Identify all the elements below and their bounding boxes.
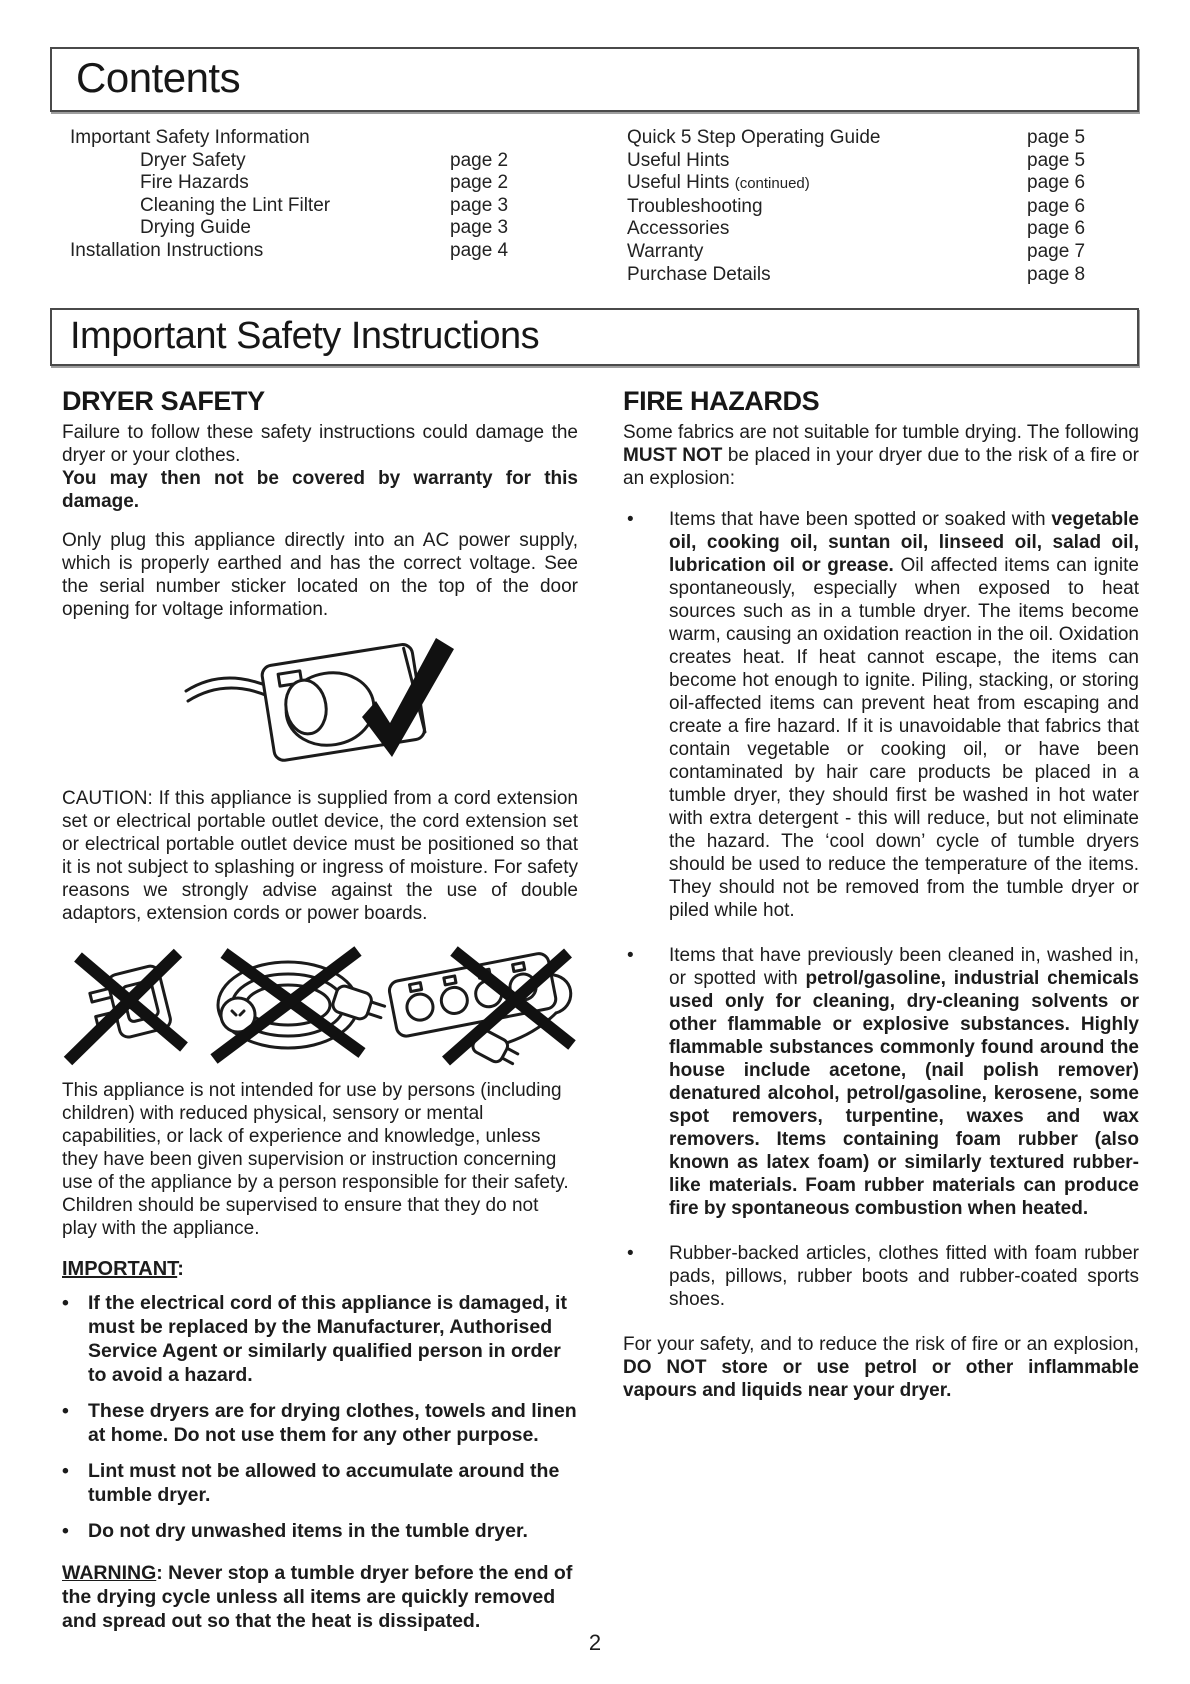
- toc-entry: [70, 240, 562, 263]
- toc-entry-page: page 3: [450, 217, 509, 239]
- toc-entry-suffix: (continued): [734, 175, 810, 193]
- bullet-icon: •: [627, 509, 634, 531]
- contents-title: Contents: [76, 54, 241, 101]
- toc-entry-page: page 5: [1027, 127, 1086, 148]
- bullet-text: Items that have previously been cleaned in, washed in, or spotted with petrol/gasoline, industrial chemicals used only for cleaning, dry-cleaning solvents or other flammable or explosive substances. Highly flammable substances commonly found around the house include acetone, (nail polish remover) denatured alcohol, petrol/gasoline, kerosene, some spot removers, turpentine, waxes and wax removers. Items containing foam rubber (also known as latex foam) or similarly textured rubber-like materials. Foam rubber materials can produce fire by spontaneous combustion when heated.: [669, 945, 1139, 1220]
- list-item: [62, 1459, 578, 1507]
- toc-entry: [627, 127, 1139, 150]
- toc-entry: [627, 172, 1139, 196]
- toc-entry-label: Installation Instructions: [70, 239, 264, 261]
- list-item: [623, 508, 1139, 922]
- toc-entry-page: page 2: [450, 149, 509, 171]
- caution-paragraph: CAUTION: If this appliance is supplied from a cord extension set or electrical portable outlet device, the cord extension set or electrical portable outlet device must be positioned so that it is not subject to splashing or ingress of moisture. For safety reasons we strongly advise against the use of double adaptors, extension cords or power boards.: [62, 788, 578, 925]
- dryer-safety-column: [62, 386, 578, 1633]
- bullet-icon: •: [62, 1292, 69, 1315]
- toc-entry: [70, 217, 562, 240]
- bullet-icon: •: [62, 1520, 69, 1543]
- fire-hazards-column: [623, 386, 1139, 1633]
- toc-entry-label: Accessories: [627, 218, 730, 240]
- crossed-out-adaptors-illustration: [62, 941, 578, 1069]
- toc-entry: [627, 196, 1139, 219]
- power-supply-paragraph: Only plug this appliance directly into an AC power supply, which is properly earthed and has the correct voltage. See the serial number sticker located on the top of the door opening for voltage information.: [62, 530, 578, 621]
- toc-entry-label: Drying Guide: [140, 217, 251, 239]
- bullet-text: If the electrical cord of this appliance is damaged, it must be replaced by the Manufacturer, Authorised Service Agent or similarly qualified person in order to avoid a hazard.: [88, 1292, 567, 1387]
- toc-entry-page: page 3: [450, 194, 509, 216]
- toc-entry-page: page 7: [1027, 240, 1086, 262]
- warning-paragraph: WARNING: Never stop a tumble dryer before the end of the drying cycle unless all items are quickly removed and spread out so that the heat is dissipated.: [62, 1562, 573, 1633]
- toc-entry: [70, 127, 562, 150]
- approved-power-socket-figure: [62, 629, 578, 777]
- fire-hazards-closing: For your safety, and to reduce the risk of fire or an explosion, DO NOT store or use petrol or other inflammable vapours and liquids near your dryer.: [623, 1334, 1139, 1402]
- important-bullet-list: [62, 1291, 578, 1543]
- column-gap: [578, 386, 623, 1633]
- dryer-safety-heading: DRYER SAFETY: [62, 386, 265, 417]
- toc-entry-page: page 2: [450, 172, 509, 194]
- toc-entry-label: Dryer Safety: [140, 149, 246, 171]
- safety-instructions-title: Important Safety Instructions: [70, 315, 540, 358]
- banned-power-accessories-figure: [62, 941, 578, 1069]
- toc-entry-page: page 6: [1027, 218, 1086, 240]
- toc-entry: [627, 241, 1139, 264]
- toc-entry-page: page 8: [1027, 263, 1086, 285]
- toc-entry: [70, 150, 562, 173]
- fire-hazards-heading: FIRE HAZARDS: [623, 386, 820, 417]
- toc-right-column: [627, 127, 1139, 286]
- toc-entry-label: Cleaning the Lint Filter: [140, 194, 331, 216]
- list-item: [62, 1399, 578, 1447]
- toc-entry-page: page 4: [450, 239, 509, 261]
- bullet-text: These dryers are for drying clothes, towels and linen at home. Do not use them for any other purpose.: [88, 1400, 577, 1447]
- toc-entry-page: page 6: [1027, 195, 1086, 217]
- toc-entry-page: page 5: [1027, 149, 1086, 171]
- bullet-icon: •: [627, 945, 634, 967]
- toc-entry: [627, 264, 1139, 287]
- toc-entry: [70, 195, 562, 218]
- power-plug-socket-illustration: [180, 629, 460, 777]
- toc-entry-label: Warranty: [627, 240, 704, 262]
- bullet-text: Do not dry unwashed items in the tumble dryer.: [88, 1520, 528, 1543]
- children-supervision-paragraph: Children should be supervised to ensure that they do not play with the appliance.: [62, 1195, 539, 1240]
- warranty-warning-paragraph: You may then not be covered by warranty for this damage.: [62, 468, 578, 513]
- bullet-text: Lint must not be allowed to accumulate around the tumble dryer.: [88, 1460, 560, 1507]
- bullet-icon: •: [627, 1243, 634, 1265]
- list-item: [62, 1291, 578, 1387]
- toc-entry-label: Important Safety Information: [70, 127, 310, 148]
- toc-entry: [70, 172, 562, 195]
- toc-entry-page: [450, 127, 562, 150]
- toc-entry-label: Useful Hints: [627, 149, 730, 171]
- toc-left-column: [70, 127, 562, 286]
- toc-entry-label: Purchase Details: [627, 263, 771, 285]
- contents-banner: [50, 47, 1139, 112]
- bullet-icon: •: [62, 1460, 69, 1483]
- toc-entry-label: Troubleshooting: [627, 195, 763, 217]
- important-label: IMPORTANT:: [62, 1258, 184, 1281]
- list-item: [62, 1519, 578, 1543]
- toc-entry-label: Fire Hazards: [140, 172, 249, 194]
- toc-entry: [627, 218, 1139, 241]
- toc-entry-label: Useful Hints (continued): [627, 172, 810, 194]
- safety-instructions-banner: [50, 308, 1139, 366]
- toc-entry-page: page 6: [1027, 172, 1086, 194]
- main-columns: [62, 386, 1139, 1633]
- list-item: [623, 1242, 1139, 1311]
- bullet-text: Rubber-backed articles, clothes fitted with foam rubber pads, pillows, rubber boots and rubber-coated sports shoes.: [669, 1243, 1139, 1311]
- page-number: 2: [588, 1630, 602, 1655]
- fire-hazards-bullet-list: [623, 508, 1139, 1311]
- table-of-contents: [70, 127, 1139, 286]
- bullet-text: Items that have been spotted or soaked with vegetable oil, cooking oil, suntan oil, linseed oil, salad oil, lubrication oil or grease. Oil affected items can ignite spontaneously, especially when exposed to heat sources such as in a tumble dryer. The items become warm, causing an oxidation reaction in the oil. Oxidation creates heat. If heat cannot escape, the items can become hot enough to ignite. Piling, stacking, or storing oil-affected items can prevent heat from escaping and create a fire hazard. If it is unavoidable that fabrics that contain vegetable or cooking oil, or have been contaminated by hair care products be placed in a tumble dryer, they should first be washed in hot water with extra detergent - this will reduce, but not eliminate the hazard. The ‘cool down’ cycle of tumble dryers should be used to reduce the temperature of the items. They should not be removed from the tumble dryer or piled while hot.: [669, 509, 1139, 922]
- toc-entry: [627, 150, 1139, 173]
- fire-hazards-intro: Some fabrics are not suitable for tumble drying. The following MUST NOT be placed in your dryer due to the risk of a fire or an explosion:: [623, 422, 1139, 490]
- dryer-safety-paragraph: Failure to follow these safety instructions could damage the dryer or your clothes.: [62, 422, 578, 467]
- persons-capability-paragraph: This appliance is not intended for use by persons (including children) with reduced physical, sensory or mental capabilities, or lack of experience and knowledge, unless they have been given supervision or instruction concerning use of the appliance by a person responsible for their safety.: [62, 1080, 569, 1194]
- toc-entry-label: Quick 5 Step Operating Guide: [627, 127, 881, 148]
- list-item: [623, 944, 1139, 1220]
- bullet-icon: •: [62, 1400, 69, 1423]
